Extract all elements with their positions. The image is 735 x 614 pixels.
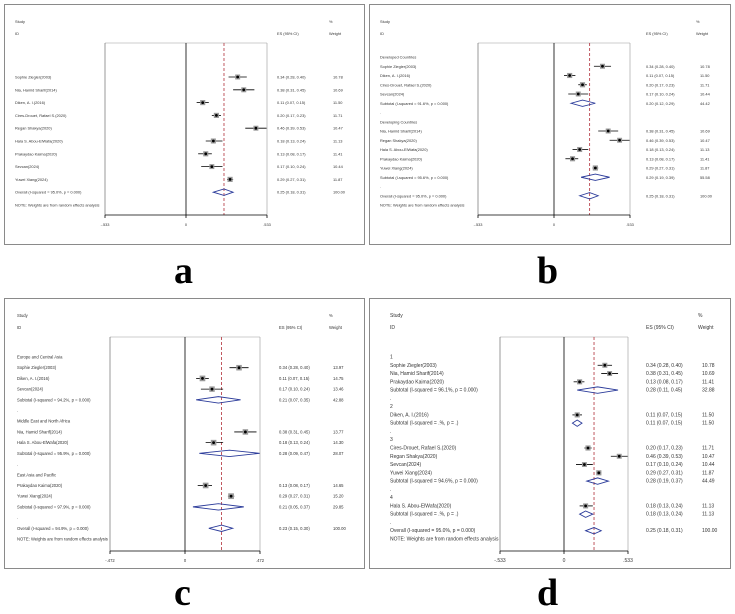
study-point-estimate <box>571 157 574 160</box>
study-ci-text: 0.29 (0.27, 0.31) <box>646 470 683 477</box>
spacer-row: . <box>17 408 19 414</box>
x-tick-label: .533 <box>623 558 633 564</box>
panel-label-b: b <box>537 250 559 292</box>
study-label: Hala S. Abou-ElWafa(2020) <box>17 440 69 446</box>
study-weight: 10.69 <box>700 128 710 134</box>
header-id: ID <box>390 325 395 331</box>
study-point-estimate <box>597 471 600 474</box>
subtotal-weight: 44.49 <box>702 478 715 485</box>
study-point-estimate <box>594 167 597 170</box>
subtotal-weight: 44.42 <box>700 100 710 106</box>
study-point-estimate <box>608 372 611 375</box>
study-label: Prakaydao Kaima(2020) <box>390 379 444 386</box>
study-point-estimate <box>210 165 213 168</box>
overall-diamond <box>213 189 233 195</box>
study-label: Prakaydao Kaima(2020) <box>17 482 63 488</box>
study-weight: 10.78 <box>702 362 715 369</box>
subtotal-diamond <box>571 100 595 106</box>
header-study: Study <box>390 313 403 319</box>
study-weight: 11.71 <box>700 82 710 88</box>
study-ci-text: 0.38 (0.31, 0.45) <box>277 87 306 93</box>
study-weight: 11.13 <box>333 138 343 144</box>
subtotal-ci-text: 0.20 (0.12, 0.29) <box>646 100 675 106</box>
study-label: Nia, Hamid Sharif(2014) <box>15 87 57 93</box>
study-ci-text: 0.34 (0.28, 0.40) <box>646 362 683 369</box>
study-weight: 11.50 <box>333 100 343 106</box>
study-label: Prakaydao Kaima(2020) <box>380 156 422 162</box>
overall-ci-text: 0.25 (0.18, 0.31) <box>277 189 306 195</box>
spacer-row: . <box>390 486 392 493</box>
study-ci-text: 0.46 (0.39, 0.53) <box>646 453 683 460</box>
study-label: Diken, A. I.(2016) <box>380 73 411 78</box>
subtotal-ci-text: 0.28 (0.19, 0.37) <box>646 478 683 485</box>
study-point-estimate <box>201 101 204 104</box>
spacer-row: . <box>380 184 382 189</box>
spacer-row: . <box>380 110 382 115</box>
study-weight: 14.75 <box>333 375 344 381</box>
subtotal-diamond <box>193 504 244 510</box>
header-study: Study <box>15 19 25 24</box>
study-point-estimate <box>230 495 233 498</box>
study-point-estimate <box>201 377 204 380</box>
study-point-estimate <box>578 148 581 151</box>
study-weight: 11.87 <box>702 470 715 477</box>
study-weight: 13.97 <box>333 365 344 371</box>
study-ci-text: 0.46 (0.39, 0.53) <box>646 137 675 143</box>
overall-weight: 100.00 <box>333 189 345 195</box>
study-label: Yuwei Xiang(2024) <box>390 470 432 477</box>
x-tick-label: -.533 <box>494 558 506 564</box>
header-study: Study <box>380 19 390 24</box>
subtotal-diamond <box>587 478 609 484</box>
study-weight: 10.47 <box>333 125 343 131</box>
study-label: Hala S. Abou-ElWafa(2020) <box>15 138 63 144</box>
subgroup-label: 3 <box>390 437 393 444</box>
study-weight: 10.47 <box>702 453 715 460</box>
study-point-estimate <box>236 76 239 79</box>
study-weight: 10.78 <box>700 63 710 69</box>
study-label: Yuwei Xiang(2024) <box>15 176 48 182</box>
study-label: Yuwei Xiang(2024) <box>380 165 413 171</box>
x-tick-label: 0 <box>562 558 566 564</box>
subgroup-label: Europe and Central Asia <box>17 354 63 360</box>
study-weight: 11.87 <box>333 176 343 182</box>
study-ci-text: 0.38 (0.31, 0.45) <box>646 371 683 378</box>
study-label: Diken, A. I.(2016) <box>17 375 50 381</box>
subgroup-label: East Asia and Pacific <box>17 472 57 478</box>
study-point-estimate <box>244 431 247 434</box>
study-point-estimate <box>242 88 245 91</box>
study-point-estimate <box>581 83 584 86</box>
forest-plot-panel-a <box>4 4 365 245</box>
study-label: Hala S. Abou-ElWafa(2020) <box>380 147 428 152</box>
study-label: Cires-Drouet, Rafael S.(2020) <box>390 445 457 452</box>
study-label: Sevcan(2024) <box>15 164 40 170</box>
x-tick-label: -.533 <box>473 222 483 227</box>
subgroup-label: 1 <box>390 354 393 361</box>
x-tick-label: .533 <box>626 222 634 227</box>
study-ci-text: 0.13 (0.08, 0.17) <box>646 156 675 162</box>
forest-plot-panel-b <box>369 4 731 245</box>
header-percent: % <box>329 313 333 318</box>
study-point-estimate <box>576 414 579 417</box>
study-weight: 13.77 <box>333 429 344 435</box>
study-label: Regan Shakya(2020) <box>380 137 417 143</box>
overall-ci-text: 0.25 (0.18, 0.31) <box>646 528 683 535</box>
study-point-estimate <box>584 505 587 508</box>
study-weight: 11.50 <box>702 412 715 419</box>
x-tick-label: 0 <box>183 558 187 563</box>
study-ci-text: 0.46 (0.39, 0.53) <box>277 125 306 131</box>
overall-weight: 100.00 <box>702 528 718 535</box>
subtotal-ci-text: 0.11 (0.07, 0.15) <box>646 420 683 427</box>
study-point-estimate <box>607 130 610 133</box>
subtotal-diamond <box>580 511 593 517</box>
study-point-estimate <box>603 364 606 367</box>
subtotal-label: Subtotal (I-squared = .%, p = .) <box>390 420 459 427</box>
study-label: Sophie Ziegler(2003) <box>17 365 57 371</box>
header-weight: Weight <box>698 325 714 331</box>
overall-label: Overall (I-squared = 95.0%, p = 0.000) <box>390 528 476 535</box>
study-label: Prakaydao Kaima(2020) <box>15 151 57 157</box>
spacer-row: . <box>390 428 392 435</box>
subtotal-weight: 42.88 <box>333 397 344 403</box>
header-id: ID <box>17 325 22 330</box>
study-label: Regan Shakya(2020) <box>390 453 438 460</box>
study-weight: 14.65 <box>333 482 344 488</box>
subtotal-diamond <box>199 450 259 456</box>
panel-label-c: c <box>174 572 191 614</box>
header-weight: Weight <box>329 31 342 36</box>
overall-ci-text: 0.23 (0.15, 0.30) <box>279 525 310 531</box>
subtotal-label: Subtotal (I-squared = 94.6%, p = 0.000) <box>390 478 478 485</box>
header-weight: Weight <box>329 325 342 330</box>
subtotal-weight: 32.88 <box>702 387 715 394</box>
study-point-estimate <box>583 463 586 466</box>
header-percent: % <box>698 313 703 319</box>
study-weight: 10.44 <box>333 164 343 170</box>
subtotal-ci-text: 0.21 (0.07, 0.35) <box>279 397 310 403</box>
study-point-estimate <box>204 484 207 487</box>
header-percent: % <box>696 19 700 24</box>
subtotal-weight: 55.58 <box>700 174 710 180</box>
study-ci-text: 0.13 (0.08, 0.17) <box>279 482 310 488</box>
study-point-estimate <box>238 366 241 369</box>
study-label: Cires-Drouet, Rafael S.(2020) <box>15 112 67 118</box>
study-weight: 11.13 <box>702 503 715 510</box>
subtotal-ci-text: 0.28 (0.09, 0.47) <box>279 450 310 456</box>
study-ci-text: 0.13 (0.08, 0.17) <box>277 151 306 157</box>
study-ci-text: 0.17 (0.10, 0.24) <box>279 386 310 392</box>
subgroup-label: Developing Countries <box>380 119 418 125</box>
study-point-estimate <box>204 152 207 155</box>
header-es-ci: ES (95% CI) <box>279 325 303 330</box>
subtotal-diamond <box>577 387 618 393</box>
study-point-estimate <box>215 114 218 117</box>
subtotal-label: Subtotal (I-squared = .%, p = .) <box>390 511 459 518</box>
study-label: Yuwei Xiang(2024) <box>17 493 53 499</box>
panel-label-d: d <box>537 572 559 614</box>
study-ci-text: 0.11 (0.07, 0.15) <box>277 100 306 106</box>
subgroup-label: 4 <box>390 495 393 502</box>
study-weight: 10.78 <box>333 74 343 80</box>
study-ci-text: 0.17 (0.10, 0.24) <box>277 164 306 170</box>
study-ci-text: 0.17 (0.10, 0.24) <box>646 91 675 97</box>
study-label: Sophie Ziegler(2003) <box>380 63 417 69</box>
x-tick-label: -.533 <box>100 222 110 227</box>
overall-weight: 100.00 <box>700 193 712 199</box>
study-weight: 10.69 <box>333 87 343 93</box>
forest-plot-d <box>370 299 730 568</box>
subtotal-ci-text: 0.21 (0.05, 0.37) <box>279 504 310 510</box>
overall-ci-text: 0.25 (0.18, 0.31) <box>646 193 675 199</box>
study-weight: 11.50 <box>700 73 710 78</box>
weights-note: NOTE: Weights are from random effects analysis <box>15 202 100 208</box>
study-label: Diken, A. I.(2016) <box>15 100 46 106</box>
header-study: Study <box>17 313 28 318</box>
forest-plot-panel-d <box>369 298 731 569</box>
study-label: Sevcan(2024) <box>17 386 44 392</box>
study-label: Nia, Hamid Sharif(2014) <box>390 371 444 378</box>
study-point-estimate <box>587 447 590 450</box>
subtotal-weight: 11.13 <box>702 511 715 518</box>
study-ci-text: 0.13 (0.08, 0.17) <box>646 379 683 386</box>
study-label: Sophie Ziegler(2003) <box>15 74 52 80</box>
study-ci-text: 0.34 (0.28, 0.40) <box>646 63 675 69</box>
study-point-estimate <box>578 380 581 383</box>
study-ci-text: 0.29 (0.27, 0.31) <box>277 176 306 182</box>
subtotal-ci-text: 0.18 (0.13, 0.24) <box>646 511 683 518</box>
study-point-estimate <box>211 388 214 391</box>
subgroup-label: Middle East and North Africa <box>17 418 71 424</box>
subtotal-label: Subtotal (I-squared = 95.9%, p = 0.000) <box>17 450 91 456</box>
study-weight: 10.44 <box>702 462 715 469</box>
study-point-estimate <box>601 65 604 68</box>
forest-plot-c <box>5 299 364 568</box>
overall-label: Overall (I-squared = 94.9%, p = 0.000) <box>17 525 89 531</box>
weights-note: NOTE: Weights are from random effects analysis <box>17 536 108 542</box>
header-es-ci: ES (95% CI) <box>646 31 668 36</box>
study-ci-text: 0.20 (0.17, 0.23) <box>646 82 675 88</box>
spacer-row: . <box>390 395 392 402</box>
study-label: Sophie Ziegler(2003) <box>390 362 437 369</box>
subtotal-weight: 29.85 <box>333 504 344 510</box>
study-weight: 11.87 <box>700 165 710 171</box>
study-weight: 10.44 <box>700 91 710 97</box>
study-ci-text: 0.11 (0.07, 0.15) <box>646 73 675 78</box>
x-tick-label: .472 <box>255 558 265 563</box>
weights-note: NOTE: Weights are from random effects analysis <box>390 536 499 543</box>
study-weight: 14.30 <box>333 440 344 446</box>
study-ci-text: 0.38 (0.31, 0.45) <box>646 128 675 134</box>
x-tick-label: -.472 <box>105 558 115 563</box>
study-label: Regan Shakya(2020) <box>15 125 52 131</box>
weights-note: NOTE: Weights are from random effects analysis <box>380 202 465 208</box>
subtotal-diamond <box>581 174 610 180</box>
study-point-estimate <box>577 93 580 96</box>
study-label: Nia, Hamid Sharif(2014) <box>380 128 422 134</box>
study-point-estimate <box>618 455 621 458</box>
study-weight: 11.71 <box>702 445 715 452</box>
study-weight: 11.41 <box>702 379 715 386</box>
study-ci-text: 0.29 (0.27, 0.31) <box>646 165 675 171</box>
header-id: ID <box>380 31 384 36</box>
study-weight: 11.71 <box>333 112 343 118</box>
study-label: Cires-Drouet, Rafael S.(2020) <box>380 82 432 88</box>
header-id: ID <box>15 31 19 36</box>
study-weight: 11.13 <box>700 147 710 152</box>
study-ci-text: 0.11 (0.07, 0.15) <box>279 375 310 381</box>
study-ci-text: 0.20 (0.17, 0.23) <box>646 445 683 452</box>
overall-diamond <box>580 193 599 199</box>
subtotal-label: Subtotal (I-squared = 95.6%, p = 0.000) <box>380 174 449 180</box>
x-tick-label: 0 <box>184 222 188 227</box>
subtotal-ci-text: 0.28 (0.11, 0.45) <box>646 387 683 394</box>
subtotal-weight: 28.07 <box>333 450 344 456</box>
forest-plot-panel-c <box>4 298 365 569</box>
header-percent: % <box>329 19 333 24</box>
study-label: Sevcan(2024) <box>390 462 422 469</box>
subgroup-label: 2 <box>390 404 393 411</box>
overall-diamond <box>209 525 233 531</box>
study-ci-text: 0.18 (0.13, 0.24) <box>646 147 675 152</box>
header-es-ci: ES (95% CI) <box>277 31 299 36</box>
panel-label-a: a <box>174 250 193 292</box>
study-label: Diken, A. I.(2016) <box>390 412 429 419</box>
subtotal-diamond <box>196 397 240 403</box>
study-weight: 13.46 <box>333 386 344 392</box>
overall-diamond <box>586 528 602 534</box>
x-tick-label: 0 <box>552 222 556 227</box>
subgroup-label: Developed Countries <box>380 54 417 60</box>
study-point-estimate <box>212 441 215 444</box>
overall-weight: 100.00 <box>333 525 346 531</box>
subtotal-label: Subtotal (I-squared = 91.6%, p = 0.000) <box>380 100 449 106</box>
subtotal-label: Subtotal (I-squared = 94.2%, p = 0.000) <box>17 397 91 403</box>
subtotal-label: Subtotal (I-squared = 96.1%, p = 0.000) <box>390 387 478 394</box>
spacer-row: . <box>390 519 392 526</box>
study-ci-text: 0.38 (0.31, 0.45) <box>279 429 310 435</box>
study-label: Hala S. Abou-ElWafa(2020) <box>390 503 452 510</box>
spacer-row: . <box>17 515 19 521</box>
overall-label: Overall (I-squared = 95.0%, p = 0.000) <box>15 189 82 195</box>
header-es-ci: ES (95% CI) <box>646 325 674 331</box>
study-ci-text: 0.18 (0.13, 0.24) <box>277 138 306 144</box>
study-point-estimate <box>212 140 215 143</box>
study-point-estimate <box>229 178 232 181</box>
study-weight: 10.47 <box>700 137 710 143</box>
forest-plot-b <box>370 5 730 244</box>
subtotal-label: Subtotal (I-squared = 97.9%, p = 0.000) <box>17 504 91 510</box>
study-weight: 10.69 <box>702 371 715 378</box>
spacer-row: . <box>17 461 19 467</box>
study-point-estimate <box>618 139 621 142</box>
study-ci-text: 0.18 (0.13, 0.24) <box>646 503 683 510</box>
study-ci-text: 0.17 (0.10, 0.24) <box>646 462 683 469</box>
study-ci-text: 0.11 (0.07, 0.15) <box>646 412 683 419</box>
subtotal-ci-text: 0.29 (0.19, 0.39) <box>646 174 675 180</box>
study-ci-text: 0.18 (0.13, 0.24) <box>279 440 310 446</box>
study-weight: 15.20 <box>333 493 344 499</box>
overall-label: Overall (I-squared = 95.0%, p = 0.000) <box>380 193 447 199</box>
subtotal-weight: 11.50 <box>702 420 715 427</box>
study-weight: 11.41 <box>333 151 343 157</box>
study-point-estimate <box>568 74 571 77</box>
study-label: Nia, Hamid Sharif(2014) <box>17 429 62 435</box>
forest-plot-a <box>5 5 364 244</box>
study-ci-text: 0.34 (0.28, 0.40) <box>279 365 310 371</box>
header-weight: Weight <box>696 31 709 36</box>
study-weight: 11.41 <box>700 156 710 162</box>
study-point-estimate <box>255 127 258 130</box>
study-ci-text: 0.34 (0.28, 0.40) <box>277 74 306 80</box>
subtotal-diamond <box>572 420 582 426</box>
x-tick-label: .533 <box>263 222 271 227</box>
study-label: Sevcan(2024) <box>380 91 405 97</box>
study-ci-text: 0.29 (0.27, 0.31) <box>279 493 310 499</box>
study-ci-text: 0.20 (0.17, 0.23) <box>277 112 306 118</box>
